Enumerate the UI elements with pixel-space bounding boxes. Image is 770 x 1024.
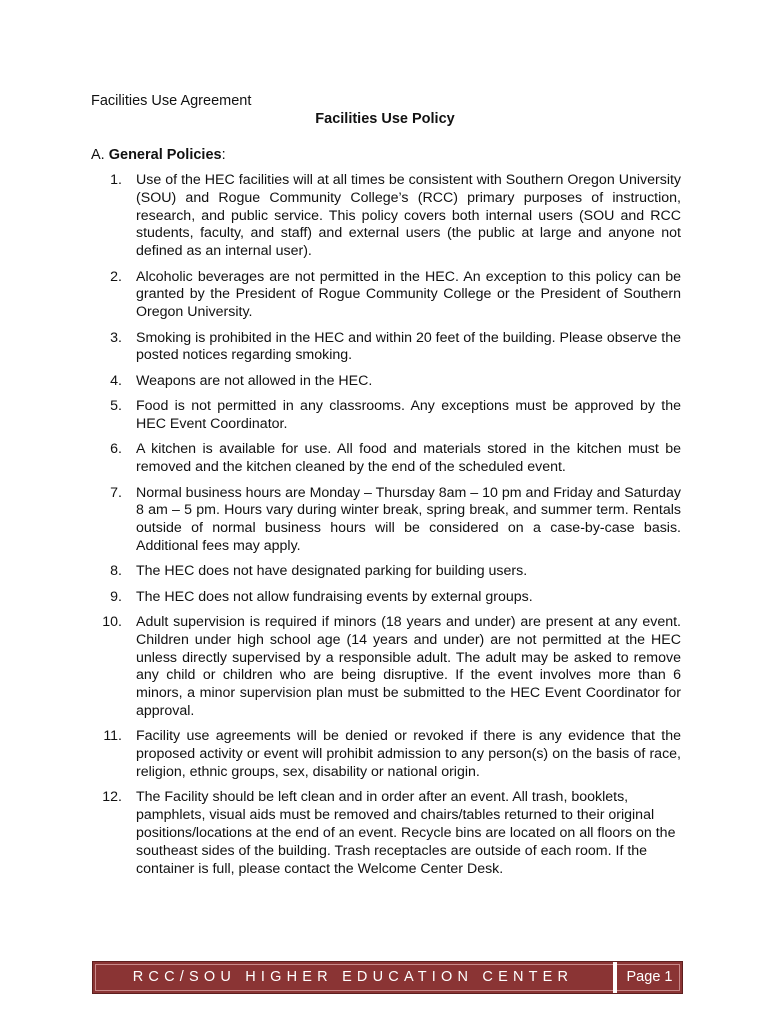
policy-text: Weapons are not allowed in the HEC. bbox=[136, 372, 373, 389]
policy-item bbox=[91, 373, 681, 391]
policy-number: 4. bbox=[110, 372, 122, 389]
document-header: Facilities Use Agreement bbox=[91, 93, 252, 109]
policy-text: Smoking is prohibited in the HEC and within 20 feet of the building. Please observe the posted notices regarding smoking. bbox=[136, 329, 681, 364]
policy-item bbox=[91, 589, 681, 607]
policy-item bbox=[91, 485, 681, 556]
policy-text: Normal business hours are Monday – Thursday 8am – 10 pm and Friday and Saturday 8 am – 5 pm. Hours vary during winter break, spring break, and summer term. Rentals outside of normal business hours will be considered on a case-by-case basis. Additional fees may apply. bbox=[136, 484, 681, 554]
policy-item bbox=[91, 330, 681, 366]
policy-number: 10. bbox=[102, 614, 122, 631]
section-heading-text: General Policies bbox=[108, 147, 222, 163]
policy-number: 6. bbox=[110, 441, 122, 458]
policy-number: 7. bbox=[110, 484, 122, 501]
policy-number: 12. bbox=[102, 789, 122, 806]
policy-list bbox=[91, 172, 681, 886]
policy-text: Food is not permitted in any classrooms. Any exceptions must be approved by the HEC Event Coordinator. bbox=[136, 398, 681, 432]
section-heading-suffix: : bbox=[221, 147, 226, 163]
policy-text: A kitchen is available for use. All food and materials stored in the kitchen must be removed and the kitchen cleaned by the end of the scheduled event. bbox=[136, 441, 681, 476]
policy-item bbox=[91, 269, 681, 322]
policy-text: Alcoholic beverages are not permitted in the HEC. An exception to this policy can be granted by the President of Rogue Community College or the President of Southern Oregon University. bbox=[136, 268, 681, 321]
policy-text: Facility use agreements will be denied or revoked if there is any evidence that the proposed activity or event will prohibit admission to any person(s) on the basis of race, religion, ethnic groups, sex, disability or national origin. bbox=[136, 728, 681, 781]
page-number: Page 1 bbox=[626, 969, 673, 985]
policy-number: 1. bbox=[110, 172, 122, 188]
section-letter: A. bbox=[91, 147, 105, 163]
footer-organization: RCC/SOU HIGHER EDUCATION CENTER bbox=[132, 969, 574, 985]
policy-number: 5. bbox=[110, 398, 122, 415]
policy-text: The HEC does not allow fundraising events by external groups. bbox=[136, 588, 533, 605]
policy-number: 8. bbox=[110, 563, 122, 580]
policy-text: Use of the HEC facilities will at all times be consistent with Southern Oregon University (SOU) and Rogue Community College’s (RCC) primary purposes of instruction, research, and public service. This policy covers both internal users (SOU and RCC students, faculty, and staff) and external users (the public at large and anyone not defined as an internal user). bbox=[136, 172, 681, 260]
policy-item bbox=[91, 398, 681, 434]
policy-number: 3. bbox=[110, 329, 122, 346]
policy-text: Adult supervision is required if minors (18 years and under) are present at any event. Children under high school age (14 years and under) are not permitted at the HEC unless directly supervised by a responsible adult. The adult may be asked to remove any child or children who are being disruptive. If the event involves more than 6 minors, a minor supervision plan must be submitted to the HEC Event Coordinator for approval. bbox=[136, 614, 681, 720]
section-heading bbox=[91, 147, 226, 163]
policy-text: The Facility should be left clean and in order after an event. All trash, booklets, pamphlets, visual aids must be removed and chairs/tables returned to their original positions/locations at the end of an event. Recycle bins are located on all floors on the southeast sides of the building. Trash receptacles are outside of each room. If the container is full, please contact the Welcome Center Desk. bbox=[136, 789, 676, 877]
policy-text: The HEC does not have designated parking for building users. bbox=[136, 563, 528, 580]
policy-item bbox=[91, 789, 681, 878]
policy-number: 11. bbox=[103, 728, 122, 745]
policy-item bbox=[91, 614, 681, 721]
policy-number: 2. bbox=[110, 268, 122, 285]
page-title: Facilities Use Policy bbox=[315, 111, 455, 127]
policy-item bbox=[91, 728, 681, 781]
policy-item bbox=[91, 172, 681, 261]
policy-number: 9. bbox=[110, 588, 122, 605]
policy-item bbox=[91, 563, 681, 581]
policy-item bbox=[91, 441, 681, 477]
page-footer bbox=[92, 961, 683, 994]
